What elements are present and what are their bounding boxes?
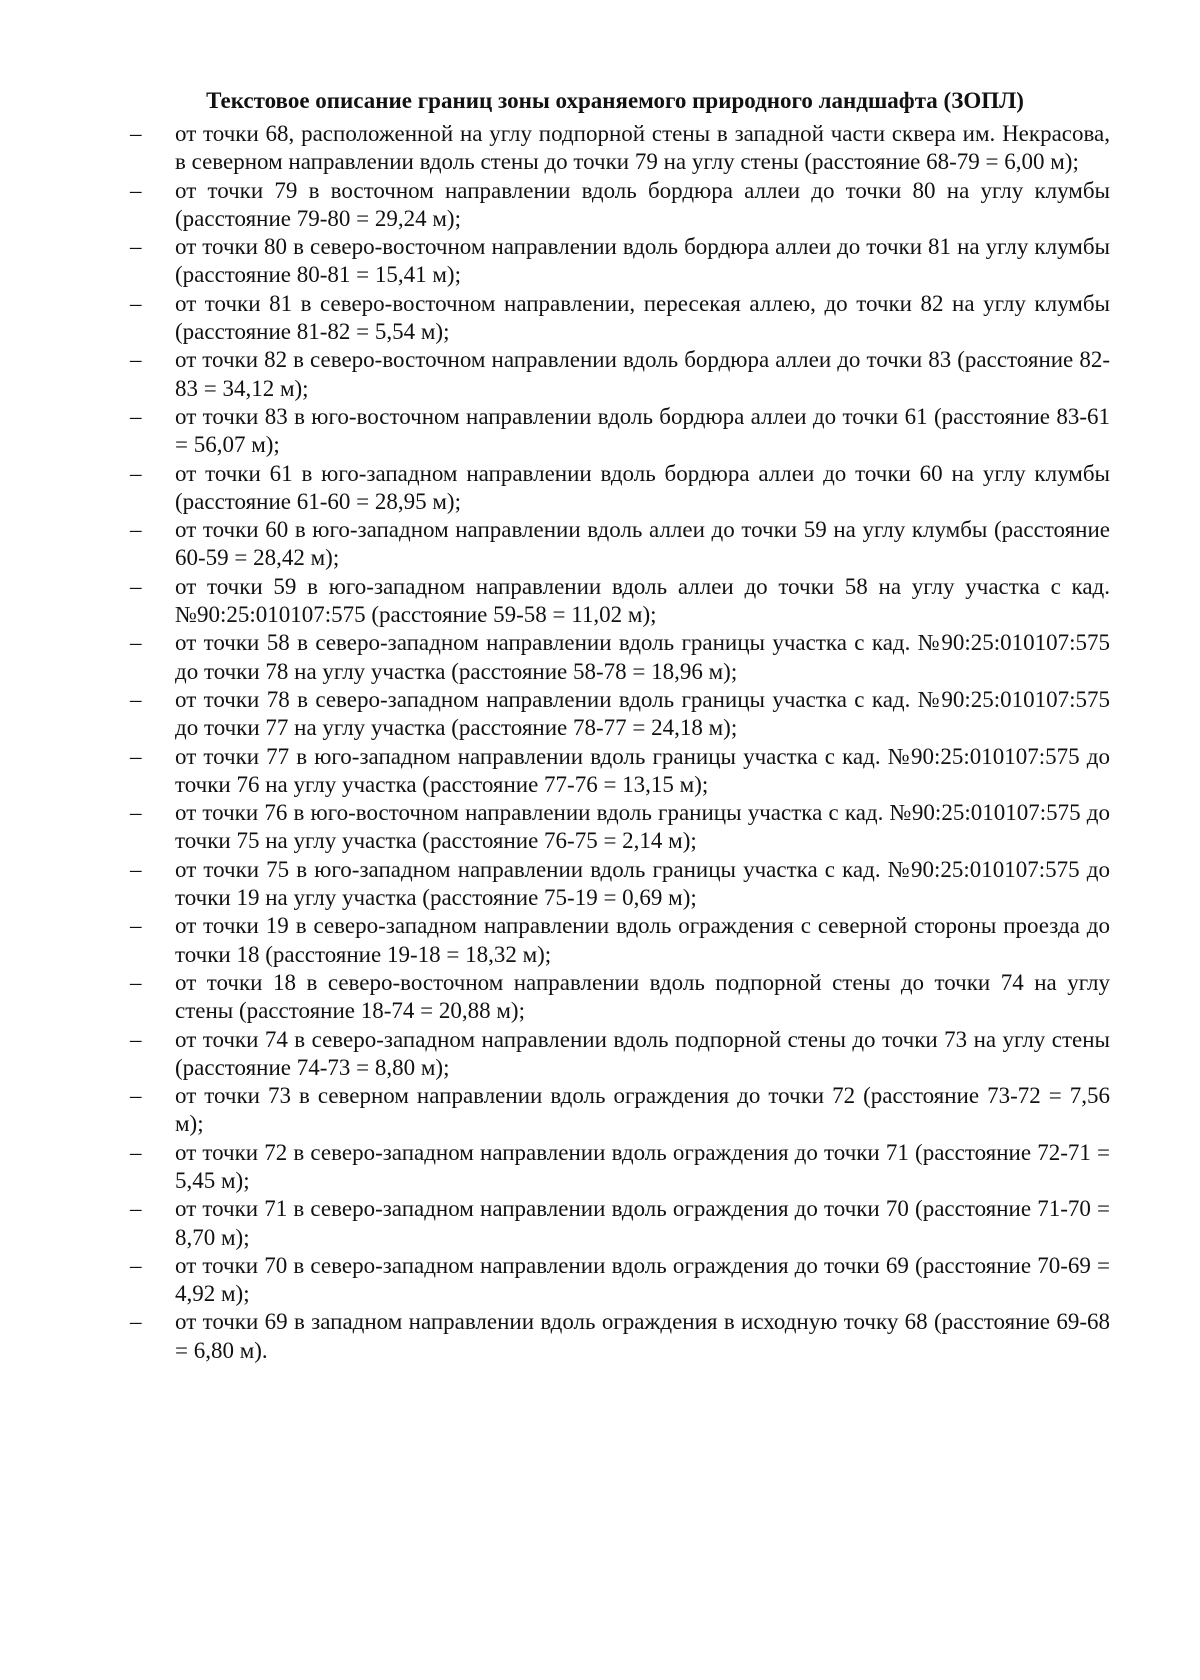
list-item — [130, 1082, 1110, 1139]
bullet-dash: – — [130, 743, 142, 769]
list-item-text: от точки 83 в юго-восточном направлении вдоль бордюра аллеи до точки 61 (расстояние 83-61 = 56,07 м); — [175, 403, 1110, 458]
bullet-dash: – — [130, 573, 142, 599]
list-item — [130, 969, 1110, 1026]
list-item-text: от точки 78 в северо-западном направлении вдоль границы участка с кад. №90:25:010107:575 до точки 77 на углу участка (расстояние 78-77 = 24,18 м); — [175, 686, 1110, 741]
boundary-description-list — [130, 120, 1110, 1365]
list-item — [130, 233, 1110, 290]
list-item — [130, 403, 1110, 460]
list-item — [130, 120, 1110, 177]
list-item-text: от точки 77 в юго-западном направлении вдоль границы участка с кад. №90:25:010107:575 до точки 76 на углу участка (расстояние 77-76 = 13,15 м); — [175, 743, 1110, 797]
list-item — [130, 1308, 1110, 1365]
bullet-dash: – — [130, 347, 142, 373]
list-item-text: от точки 70 в северо-западном направлении вдоль ограждения до точки 69 (расстояние 70-69 = 4,92 м); — [175, 1252, 1110, 1307]
list-item-text: от точки 73 в северном направлении вдоль ограждения до точки 72 (расстояние 73-72 = 7,56 м); — [175, 1083, 1110, 1137]
list-item-text: от точки 81 в северо-восточном направлении, пересекая аллею, до точки 82 на углу клумбы (расстояние 81-82 = 5,54 м); — [175, 290, 1110, 345]
list-item-text: от точки 19 в северо-западном направлении вдоль ограждения с северной стороны проезда до точки 18 (расстояние 19-18 = 18,32 м); — [175, 913, 1110, 967]
list-item — [130, 516, 1110, 573]
list-item-text: от точки 58 в северо-западном направлении вдоль границы участка с кад. №90:25:010107:575 до точки 78 на углу участка (расстояние 58-78 = 18,96 м); — [175, 630, 1110, 684]
bullet-dash: – — [130, 460, 142, 486]
list-item — [130, 1252, 1110, 1309]
list-item — [130, 1195, 1110, 1252]
list-item — [130, 743, 1110, 800]
list-item-text: от точки 69 в западном направлении вдоль ограждения в исходную точку 68 (расстояние 69-68 = 6,80 м). — [175, 1309, 1110, 1363]
list-item-text: от точки 72 в северо-западном направлении вдоль ограждения до точки 71 (расстояние 72-71 = 5,45 м); — [175, 1139, 1110, 1193]
bullet-dash: – — [130, 686, 142, 712]
bullet-dash: – — [130, 1139, 142, 1165]
bullet-dash: – — [130, 1026, 142, 1052]
list-item-text: от точки 61 в юго-западном направлении вдоль бордюра аллеи до точки 60 на углу клумбы (расстояние 61-60 = 28,95 м); — [175, 460, 1110, 514]
bullet-dash: – — [130, 1309, 142, 1335]
bullet-dash: – — [130, 800, 142, 826]
bullet-dash: – — [130, 121, 142, 146]
list-item — [130, 460, 1110, 517]
list-item-text: от точки 68, расположенной на углу подпорной стены в западной части сквера им. Некрасова, в северном направлении вдоль стены до точки 79 на углу стены (расстояние 68-79 = 6,00 м); — [175, 121, 1110, 175]
list-item — [130, 1139, 1110, 1196]
list-item — [130, 799, 1110, 856]
bullet-dash: – — [130, 1252, 142, 1278]
list-item-text: от точки 76 в юго-восточном направлении вдоль границы участка с кад. №90:25:010107:575 до точки 75 на углу участка (расстояние 76-75 = 2,14 м); — [175, 800, 1110, 854]
list-item-text: от точки 74 в северо-западном направлении вдоль подпорной стены до точки 73 на углу стены (расстояние 74-73 = 8,80 м); — [175, 1026, 1110, 1080]
document-title: Текстовое описание границ зоны охраняемого природного ландшафта (ЗОПЛ) — [206, 88, 1024, 113]
bullet-dash: – — [130, 856, 142, 882]
list-item-text: от точки 82 в северо-восточном направлении вдоль бордюра аллеи до точки 83 (расстояние 82-83 = 34,12 м); — [175, 347, 1110, 401]
list-item — [130, 573, 1110, 630]
list-item-text: от точки 18 в северо-восточном направлении вдоль подпорной стены до точки 74 на углу стены (расстояние 18-74 = 20,88 м); — [175, 969, 1110, 1024]
bullet-dash: – — [130, 517, 142, 543]
list-item — [130, 290, 1110, 347]
bullet-dash: – — [130, 1196, 142, 1222]
bullet-dash: – — [130, 969, 142, 995]
bullet-dash: – — [130, 913, 142, 939]
bullet-dash: – — [130, 177, 142, 203]
bullet-dash: – — [130, 403, 142, 429]
list-item-text: от точки 71 в северо-западном направлении вдоль ограждения до точки 70 (расстояние 71-70 = 8,70 м); — [175, 1196, 1110, 1250]
bullet-dash: – — [130, 290, 142, 316]
list-item-text: от точки 75 в юго-западном направлении вдоль границы участка с кад. №90:25:010107:575 до точки 19 на углу участка (расстояние 75-19 = 0,69 м); — [175, 856, 1110, 911]
list-item-text: от точки 59 в юго-западном направлении вдоль аллеи до точки 58 на углу участка с кад. №90:25:010107:575 (расстояние 59-58 = 11,02 м); — [175, 573, 1110, 628]
list-item — [130, 686, 1110, 743]
list-item — [130, 1026, 1110, 1083]
list-item — [130, 912, 1110, 969]
list-item — [130, 856, 1110, 913]
list-item-text: от точки 79 в восточном направлении вдоль бордюра аллеи до точки 80 на углу клумбы (расстояние 79-80 = 29,24 м); — [175, 177, 1110, 231]
list-item — [130, 346, 1110, 403]
bullet-dash: – — [130, 630, 142, 656]
bullet-dash: – — [130, 1083, 142, 1109]
list-item-text: от точки 60 в юго-западном направлении вдоль аллеи до точки 59 на углу клумбы (расстояние 60-59 = 28,42 м); — [175, 517, 1110, 571]
bullet-dash: – — [130, 234, 142, 260]
list-item — [130, 629, 1110, 686]
list-item — [130, 177, 1110, 234]
list-item-text: от точки 80 в северо-восточном направлении вдоль бордюра аллеи до точки 81 на углу клумбы (расстояние 80-81 = 15,41 м); — [175, 234, 1110, 288]
